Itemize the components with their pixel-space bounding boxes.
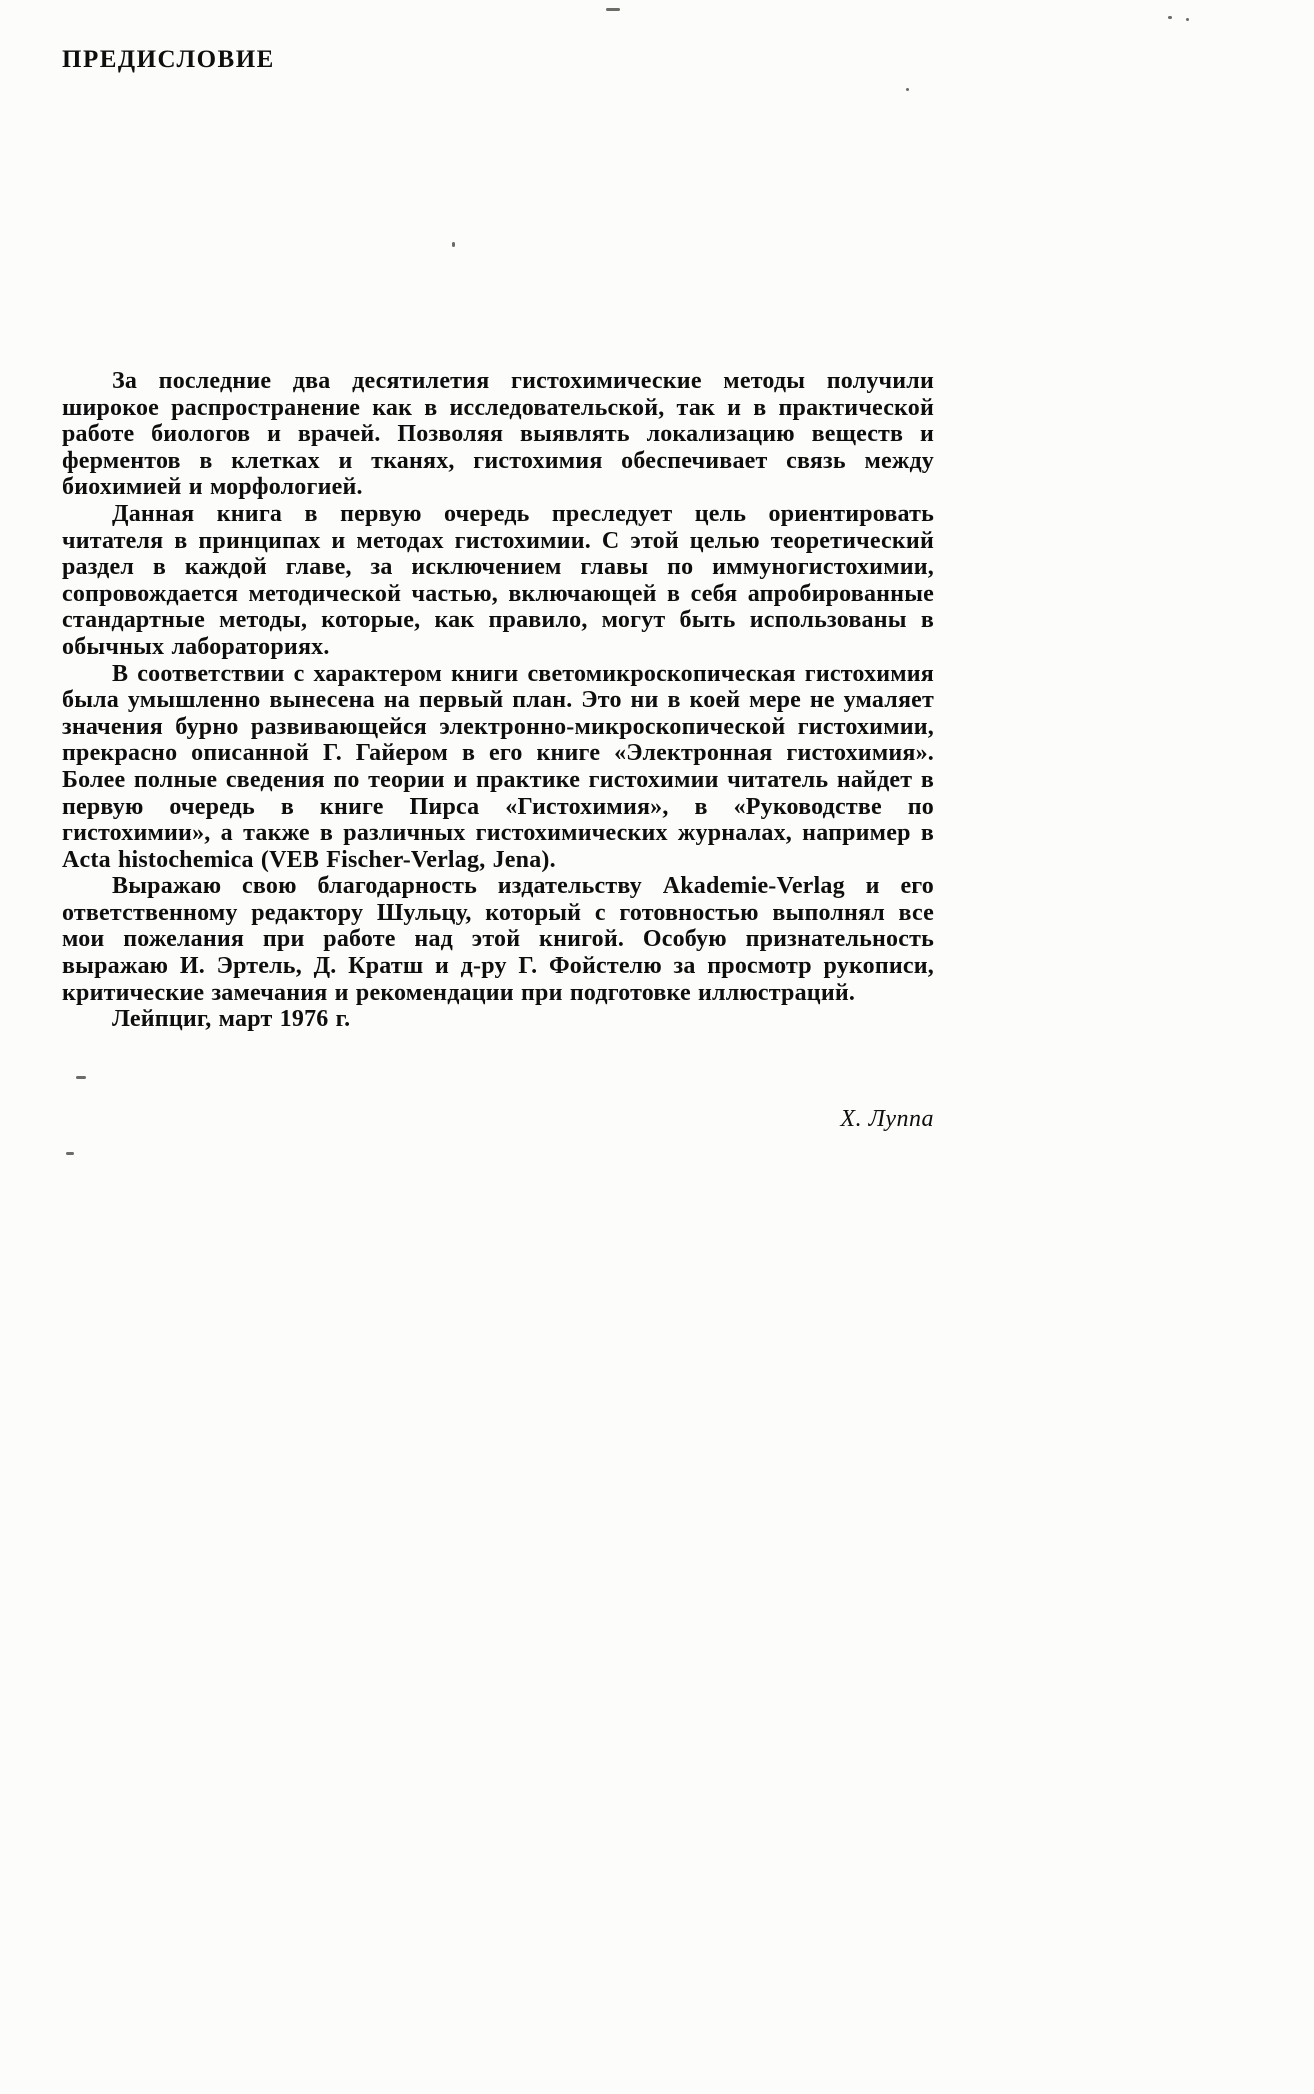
scan-artifact xyxy=(1186,18,1189,21)
scan-artifact xyxy=(76,1076,86,1079)
scan-artifact xyxy=(1168,16,1172,19)
paragraph-intro: За последние два десятилетия гистохимические методы получили широкое распространение как в исследовательской, так и в практической работе биологов и врачей. Позволяя выявлять локализацию веществ и ферментов в клетках и тканях, гистохимия обеспечивает связь между биохимией и морфологией. xyxy=(62,368,934,501)
dateline: Лейпциг, март 1976 г. xyxy=(112,1006,351,1033)
paragraph-light-microscopy: В соответствии с характером книги светомикроскопическая гистохимия была умышленно вынесена на первый план. Это ни в коей мере не умаляет значения бурно развивающейся электронно-микроскопической гистохимии, прекрасно описанной Г. Гайером в его книге «Электронная гистохимия». Более полные сведения по теории и практике гистохимии читатель найдет в первую очередь в книге Пирса «Гистохимия», в «Руководстве по гистохимии», а также в различных гистохимических журналах, например в Acta histochemica (VEB Fischer-Verlag, Jena). xyxy=(62,660,934,873)
scan-artifact xyxy=(452,242,455,247)
paragraph-book-purpose: Данная книга в первую очередь преследует цель ориентировать читателя в принципах и методах гистохимии. С этой целью теоретический раздел в каждой главе, за исключением главы по иммуногистохимии, сопровождается методической частью, включающей в себя апробированные стандартные методы, которые, как правило, могут быть использованы в обычных лабораториях. xyxy=(62,500,934,660)
author-signature: Х. Луппа xyxy=(840,1106,934,1132)
scan-artifact xyxy=(606,8,620,11)
document-body xyxy=(62,368,934,1033)
paragraph-acknowledgements: Выражаю свою благодарность издательству Akademie-Verlag и его ответственному редактору Шульцу, который с готовностью выполнял все мои пожелания при работе над этой книгой. Особую признательность выражаю И. Эртель, Д. Кратш и д-ру Г. Фойстелю за просмотр рукописи, критические замечания и рекомендации при подготовке иллюстраций. xyxy=(62,873,934,1006)
scan-artifact xyxy=(66,1152,74,1155)
scan-artifact xyxy=(906,88,909,91)
page-title: ПРЕДИСЛОВИЕ xyxy=(62,46,275,73)
